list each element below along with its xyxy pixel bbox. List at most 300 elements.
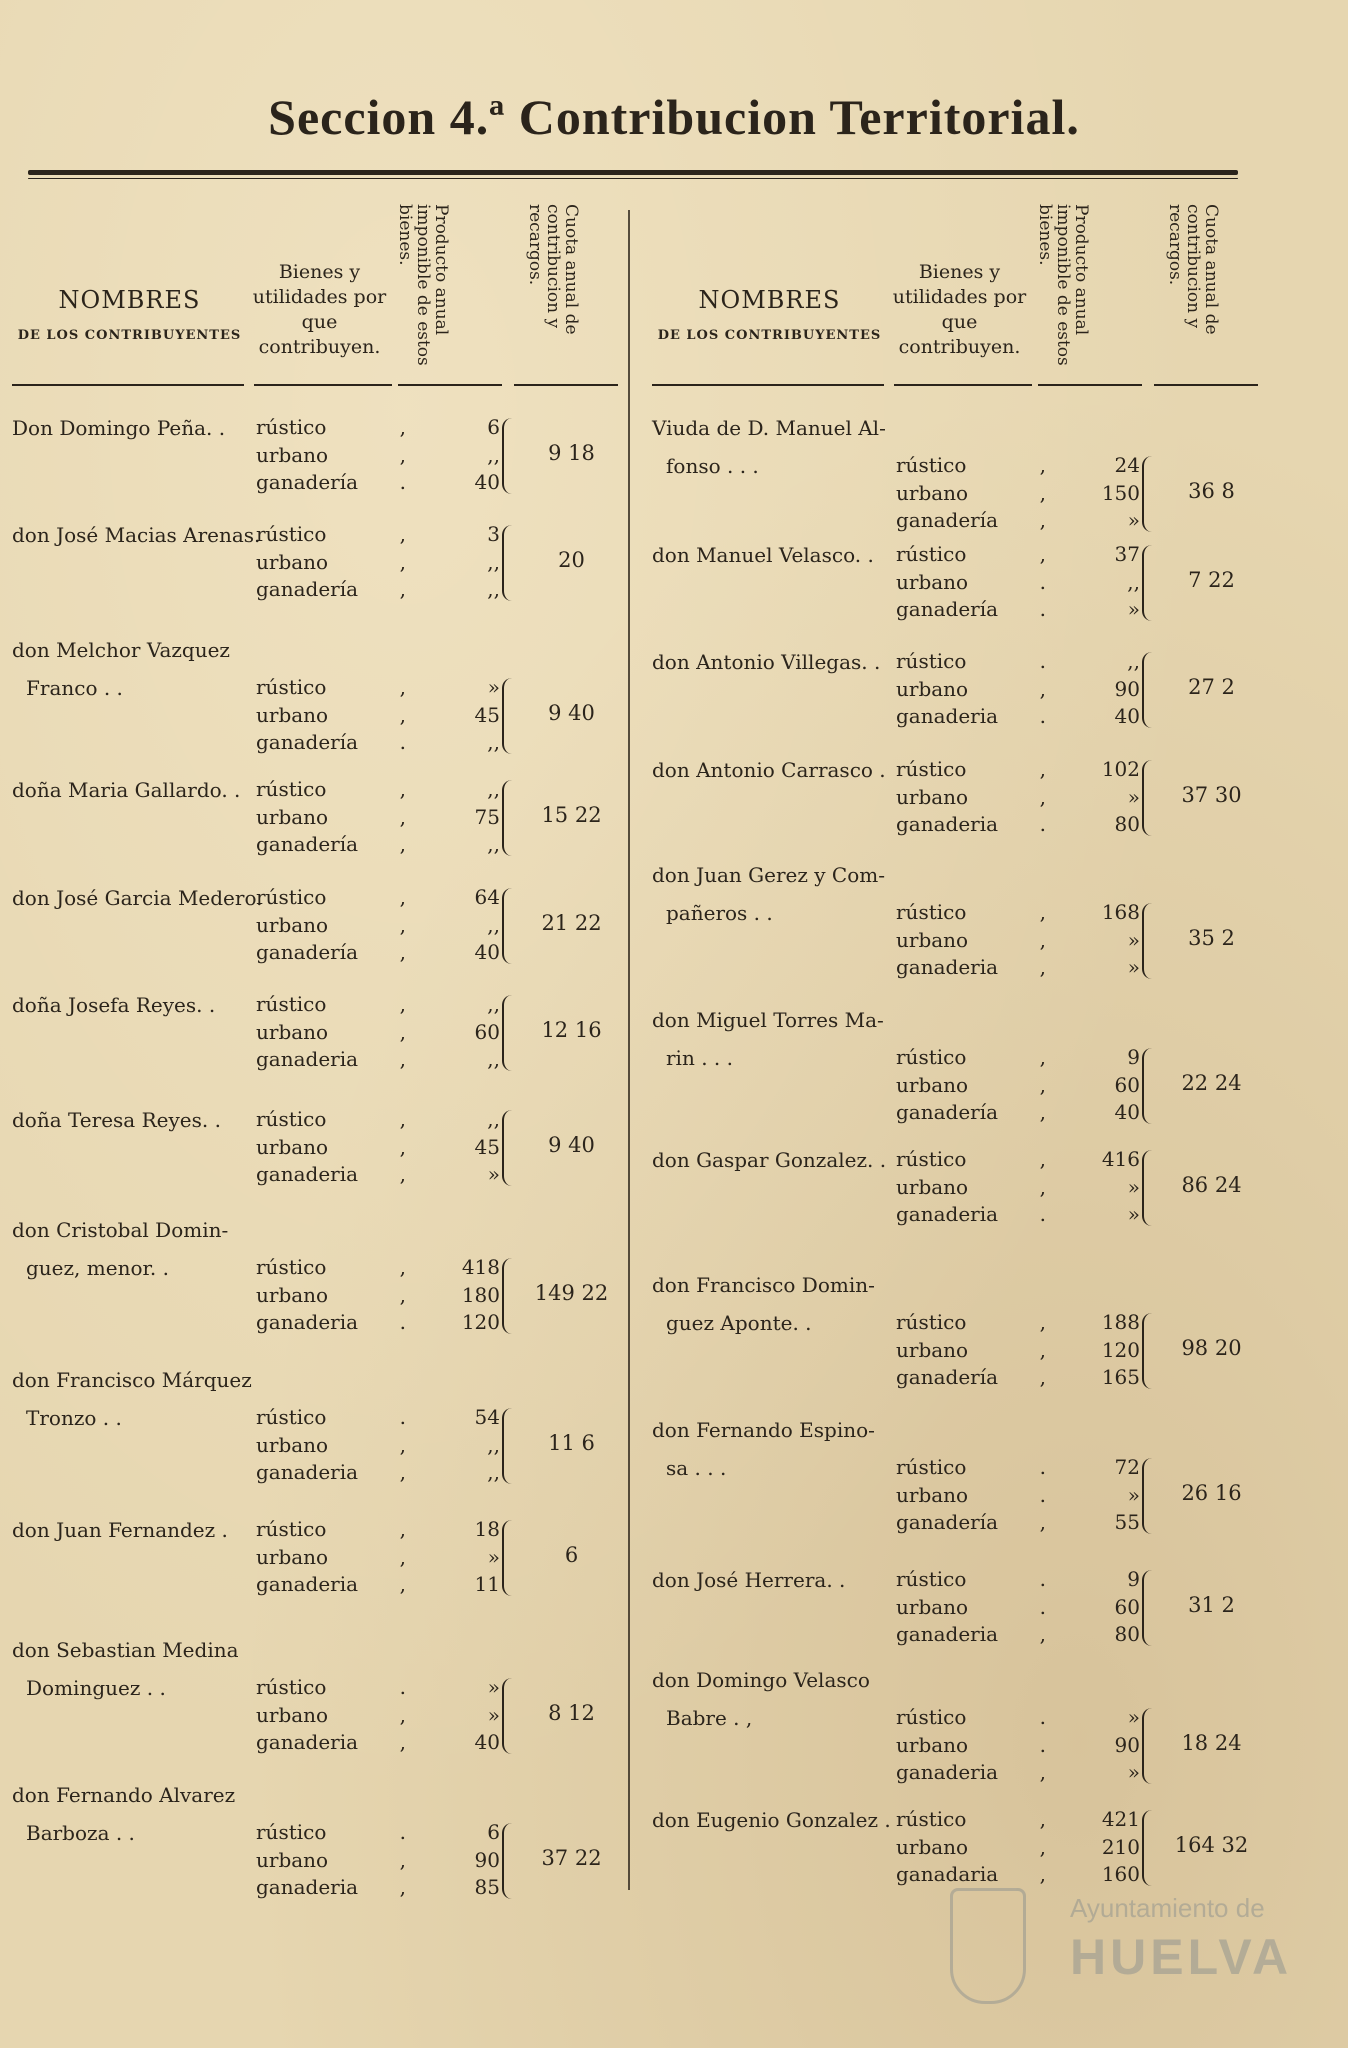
product-value: 418	[461, 1255, 500, 1279]
goods-mark: ,	[399, 1047, 406, 1071]
goods-mark: ,	[399, 415, 406, 439]
product-value: 188	[1101, 1310, 1140, 1334]
contributor-name	[12, 1106, 250, 1134]
annual-quota: 20	[558, 548, 585, 572]
product-values	[1050, 1566, 1140, 1649]
goods-type: rústico	[896, 1567, 967, 1591]
goods-mark: ,	[1039, 1862, 1046, 1886]
goods-type: rústico	[256, 1675, 327, 1699]
name-line: don Miguel Torres Ma-	[652, 1008, 884, 1032]
product-value: 120	[461, 1310, 500, 1334]
goods-type: rústico	[896, 900, 967, 924]
header-rule	[514, 384, 618, 386]
goods-type: urbano	[896, 1594, 969, 1619]
page-title: Seccion 4.ª Contribucion Territorial.	[268, 89, 1080, 145]
annual-quota: 12 16	[541, 1018, 602, 1042]
seal-line-2: HUELVA	[1070, 1929, 1293, 1985]
contributor-name	[12, 1781, 250, 1847]
goods-mark: ,	[1039, 1310, 1046, 1334]
name-line: don Cristobal Domin-	[12, 1218, 229, 1242]
goods-mark: .	[1039, 1705, 1046, 1729]
goods-type: urbano	[256, 804, 329, 829]
product-value: 168	[1101, 900, 1140, 924]
goods-list	[256, 674, 406, 757]
goods-type: ganaderia	[896, 812, 999, 836]
goods-mark: .	[1039, 1567, 1046, 1591]
goods-mark: ,	[399, 992, 406, 1016]
name-line: Don Domingo Peña. .	[12, 416, 226, 440]
goods-mark: ,	[399, 1432, 406, 1457]
goods-row	[256, 1674, 406, 1702]
brace	[1142, 1048, 1154, 1124]
goods-mark: ,	[399, 549, 406, 574]
product-values	[410, 1404, 500, 1487]
goods-type: urbano	[256, 702, 329, 727]
goods-mark: ,	[1039, 1622, 1046, 1646]
annual-quota: 18 24	[1181, 1731, 1242, 1755]
goods-row	[256, 1516, 406, 1544]
product-values	[410, 884, 500, 967]
product-values	[1050, 1704, 1140, 1787]
goods-row	[896, 1482, 1046, 1510]
contributor-name	[12, 991, 250, 1019]
goods-mark: ,	[1039, 1807, 1046, 1831]
goods-type: rústico	[896, 1147, 967, 1171]
brace	[502, 525, 514, 601]
goods-type: rústico	[896, 453, 967, 477]
table-header	[12, 196, 622, 396]
product-value: 11	[474, 1572, 500, 1596]
goods-type: urbano	[256, 1544, 329, 1569]
goods-type: rústico	[256, 1255, 327, 1279]
product-value: »	[1127, 1760, 1140, 1784]
product-value: 150	[1101, 480, 1140, 505]
goods-row	[896, 1044, 1046, 1072]
goods-type: rústico	[896, 1807, 967, 1831]
goods-row	[256, 1404, 406, 1432]
name-line: don Domingo Velasco	[652, 1668, 870, 1692]
contributor-name	[652, 756, 890, 784]
goods-row	[256, 831, 406, 859]
header-names-sub: DE LOS CONTRIBUYENTES	[657, 328, 882, 343]
header-cuota: Cuota anual de contribucion y recargos.	[1165, 204, 1221, 335]
brace	[1142, 456, 1154, 532]
goods-list	[256, 1516, 406, 1599]
goods-row	[896, 1072, 1046, 1100]
goods-mark: ,	[399, 832, 406, 856]
goods-type: ganadería	[256, 470, 359, 494]
column-divider	[628, 210, 630, 1890]
goods-mark: ,	[1039, 508, 1046, 532]
goods-mark: ,	[399, 1730, 406, 1754]
contributor-name	[12, 1636, 250, 1702]
product-values	[1050, 1146, 1140, 1229]
annual-quota: 31 2	[1188, 1593, 1235, 1617]
goods-mark: .	[399, 1310, 406, 1334]
goods-row	[896, 1364, 1046, 1392]
goods-type: urbano	[256, 1702, 329, 1727]
goods-list	[896, 1704, 1046, 1787]
goods-mark: .	[1039, 1202, 1046, 1226]
product-value: 120	[1101, 1337, 1140, 1362]
goods-row	[896, 1146, 1046, 1174]
goods-type: rústico	[256, 1820, 327, 1844]
header-names	[12, 286, 247, 343]
goods-mark: ,	[399, 442, 406, 467]
product-values	[410, 1516, 500, 1599]
product-value: »	[487, 1162, 500, 1186]
goods-mark: ,	[399, 1134, 406, 1159]
goods-mark: ,	[1039, 1834, 1046, 1859]
product-value: »	[1127, 597, 1140, 621]
product-value: ,,	[487, 992, 500, 1016]
product-value: ,,	[487, 1047, 500, 1071]
goods-row	[256, 1874, 406, 1902]
goods-type: rústico	[256, 415, 327, 439]
annual-quota: 9 40	[548, 701, 595, 725]
product-value: ,,	[487, 1460, 500, 1484]
goods-type: urbano	[896, 569, 969, 594]
goods-row	[256, 991, 406, 1019]
product-values	[410, 521, 500, 604]
goods-type: ganaderia	[896, 704, 999, 728]
goods-row	[896, 899, 1046, 927]
contributor-name	[12, 414, 250, 442]
goods-type: ganadería	[896, 508, 999, 532]
goods-type: rústico	[896, 1705, 967, 1729]
goods-row	[256, 1847, 406, 1875]
product-value: 210	[1101, 1834, 1140, 1859]
goods-row	[896, 784, 1046, 812]
product-value: 421	[1101, 1807, 1140, 1831]
goods-list	[256, 1254, 406, 1337]
product-value: »	[487, 1675, 500, 1699]
goods-row	[256, 702, 406, 730]
name-line: don Juan Gerez y Com-	[652, 863, 885, 887]
goods-row	[896, 1337, 1046, 1365]
goods-mark: ,	[399, 1517, 406, 1541]
product-value: 9	[1127, 1567, 1140, 1591]
goods-type: rústico	[896, 649, 967, 673]
annual-quota: 35 2	[1188, 926, 1235, 950]
product-value: 18	[474, 1517, 500, 1541]
goods-row	[896, 1834, 1046, 1862]
brace	[502, 1110, 514, 1186]
product-values	[1050, 1806, 1140, 1889]
name-line: don Antonio Carrasco .	[652, 758, 886, 782]
goods-row	[256, 674, 406, 702]
product-value: ,,	[487, 1432, 500, 1457]
annual-quota: 27 2	[1188, 675, 1235, 699]
header-bienes: Bienes y utilidades por que contribuyen.	[892, 261, 1027, 358]
brace	[502, 995, 514, 1071]
goods-row	[896, 1759, 1046, 1787]
goods-row	[256, 1106, 406, 1134]
product-value: »	[1127, 1174, 1140, 1199]
goods-list	[256, 1819, 406, 1902]
goods-row	[256, 1702, 406, 1730]
goods-mark: ,	[399, 1107, 406, 1131]
goods-row	[256, 1282, 406, 1310]
product-values	[410, 674, 500, 757]
header-rule	[652, 384, 884, 386]
product-value: 90	[1114, 1732, 1140, 1757]
goods-type: rústico	[256, 777, 327, 801]
product-value: 60	[474, 1019, 500, 1044]
goods-mark: .	[1039, 704, 1046, 728]
product-value: ,,	[487, 577, 500, 601]
product-value: 54	[474, 1405, 500, 1429]
goods-mark: ,	[399, 702, 406, 727]
goods-type: ganaderia	[256, 1162, 359, 1186]
goods-list	[256, 521, 406, 604]
product-value: 90	[1114, 676, 1140, 701]
contributor-name	[12, 1516, 250, 1544]
product-value: ,,	[487, 1107, 500, 1131]
goods-mark: .	[399, 470, 406, 494]
brace	[502, 1520, 514, 1596]
goods-type: ganadería	[896, 1365, 999, 1389]
goods-type: rústico	[256, 885, 327, 909]
goods-type: rústico	[256, 675, 327, 699]
product-value: 72	[1114, 1455, 1140, 1479]
goods-list	[256, 1404, 406, 1487]
product-value: ,,	[1127, 649, 1140, 673]
goods-type: ganaderia	[896, 1622, 999, 1646]
goods-row	[896, 1861, 1046, 1889]
annual-quota: 98 20	[1181, 1336, 1242, 1360]
brace	[1142, 1313, 1154, 1389]
goods-type: ganaderia	[256, 1572, 359, 1596]
goods-mark: .	[399, 1820, 406, 1844]
name-line: Babre . ,	[666, 1706, 753, 1730]
goods-mark: ,	[399, 885, 406, 909]
product-value: »	[1127, 784, 1140, 809]
annual-quota: 26 16	[1181, 1481, 1242, 1505]
header-rule	[398, 384, 502, 386]
name-line: doña Teresa Reyes. .	[12, 1108, 221, 1132]
seal-line-1: Ayuntamiento de	[1070, 1893, 1265, 1923]
contributor-name	[12, 521, 261, 549]
goods-mark: ,	[1039, 453, 1046, 477]
product-value: 40	[1114, 1100, 1140, 1124]
goods-type: ganaderia	[896, 1202, 999, 1226]
goods-type: urbano	[896, 676, 969, 701]
product-values	[410, 1819, 500, 1902]
annual-quota: 37 30	[1181, 783, 1242, 807]
goods-list	[896, 756, 1046, 839]
goods-type: ganadería	[896, 1510, 999, 1534]
product-values	[410, 1254, 500, 1337]
product-value: »	[1127, 955, 1140, 979]
product-value: 60	[1114, 1594, 1140, 1619]
header-names-title: NOMBRES	[698, 286, 841, 314]
product-value: 45	[474, 702, 500, 727]
name-line: don Sebastian Medina	[12, 1638, 239, 1662]
ayuntamiento-seal	[950, 1888, 1293, 2008]
product-value: 40	[474, 940, 500, 964]
annual-quota: 37 22	[541, 1846, 602, 1870]
goods-row	[896, 1621, 1046, 1649]
name-line: don Melchor Vazquez	[12, 638, 230, 662]
annual-quota: 7 22	[1188, 568, 1235, 592]
goods-row	[896, 676, 1046, 704]
product-value: »	[1127, 508, 1140, 532]
product-values	[1050, 1044, 1140, 1127]
annual-quota: 9 40	[548, 1133, 595, 1157]
goods-type: rústico	[896, 1045, 967, 1069]
goods-type: ganaderia	[256, 1047, 359, 1071]
product-value: ,,	[487, 777, 500, 801]
goods-mark: .	[399, 730, 406, 754]
name-line: doña Maria Gallardo. .	[12, 778, 241, 802]
product-value: 165	[1101, 1365, 1140, 1389]
goods-type: urbano	[256, 1282, 329, 1307]
goods-mark: ,	[1039, 1760, 1046, 1784]
goods-type: rústico	[256, 1517, 327, 1541]
product-value: 45	[474, 1134, 500, 1159]
goods-mark: ,	[399, 522, 406, 546]
goods-row	[256, 804, 406, 832]
annual-quota: 164 32	[1174, 1833, 1249, 1857]
goods-list	[256, 1106, 406, 1189]
name-line: don Antonio Villegas. .	[652, 650, 881, 674]
right-column	[652, 196, 1262, 1886]
product-values	[410, 1674, 500, 1757]
goods-row	[256, 1544, 406, 1572]
annual-quota: 8 12	[548, 1701, 595, 1725]
goods-type: ganadería	[256, 832, 359, 856]
goods-mark: ,	[1039, 927, 1046, 952]
goods-row	[896, 507, 1046, 535]
contributor-name	[12, 776, 250, 804]
product-values	[410, 1106, 500, 1189]
contributor-name	[652, 1566, 890, 1594]
goods-mark: .	[1039, 1732, 1046, 1757]
goods-mark: ,	[399, 804, 406, 829]
goods-mark: ,	[399, 1282, 406, 1307]
title-rule	[28, 170, 1238, 175]
goods-list	[256, 414, 406, 497]
brace	[502, 418, 514, 494]
contributor-name	[652, 1006, 890, 1072]
header-bienes: Bienes y utilidades por que contribuyen.	[252, 261, 387, 358]
goods-type: urbano	[256, 549, 329, 574]
goods-list	[896, 1044, 1046, 1127]
goods-mark: ,	[1039, 1072, 1046, 1097]
product-values	[1050, 1454, 1140, 1537]
name-line: don Francisco Márquez	[12, 1368, 252, 1392]
brace	[502, 1258, 514, 1334]
goods-list	[896, 1566, 1046, 1649]
table-header	[652, 196, 1262, 396]
annual-quota: 11 6	[548, 1431, 595, 1455]
name-line: fonso . . .	[666, 454, 759, 478]
goods-row	[896, 1309, 1046, 1337]
goods-row	[256, 1729, 406, 1757]
contributor-name	[652, 414, 890, 480]
goods-row	[256, 1432, 406, 1460]
name-line: don Francisco Domin-	[652, 1273, 875, 1297]
name-line: guez Aponte. .	[666, 1311, 812, 1335]
name-line: Franco . .	[26, 676, 123, 700]
goods-row	[896, 1704, 1046, 1732]
goods-type: rústico	[256, 522, 327, 546]
header-names-sub: DE LOS CONTRIBUYENTES	[17, 328, 242, 343]
goods-mark: ,	[399, 1875, 406, 1899]
goods-row	[896, 927, 1046, 955]
product-values	[1050, 1309, 1140, 1392]
brace	[1142, 903, 1154, 979]
brace	[502, 1823, 514, 1899]
goods-row	[256, 1571, 406, 1599]
product-value: »	[1127, 927, 1140, 952]
name-line: rin . . .	[666, 1046, 733, 1070]
goods-type: urbano	[896, 1072, 969, 1097]
name-line: don José Macias Arenas.	[12, 523, 261, 547]
goods-list	[896, 648, 1046, 731]
brace	[1142, 1810, 1154, 1886]
goods-row	[896, 596, 1046, 624]
goods-mark: ,	[1039, 1365, 1046, 1389]
goods-mark: ,	[1039, 480, 1046, 505]
title-rule-thin	[28, 178, 1238, 179]
brace	[502, 678, 514, 754]
goods-type: rústico	[256, 1405, 327, 1429]
goods-row	[896, 1454, 1046, 1482]
goods-row	[896, 756, 1046, 784]
goods-type: urbano	[896, 784, 969, 809]
goods-row	[896, 648, 1046, 676]
goods-mark: .	[399, 1675, 406, 1699]
header-rule	[12, 384, 244, 386]
product-value: 3	[487, 522, 500, 546]
contributor-name	[652, 648, 890, 676]
goods-mark: ,	[399, 1702, 406, 1727]
goods-list	[896, 1806, 1046, 1889]
product-values	[1050, 541, 1140, 624]
product-value: »	[487, 1544, 500, 1569]
brace	[1142, 1570, 1154, 1646]
goods-mark: ,	[1039, 1174, 1046, 1199]
goods-type: urbano	[896, 480, 969, 505]
product-value: »	[487, 675, 500, 699]
goods-type: rústico	[256, 992, 327, 1016]
product-value: 180	[461, 1282, 500, 1307]
goods-row	[896, 1566, 1046, 1594]
brace	[502, 780, 514, 856]
name-line: Tronzo . .	[26, 1406, 122, 1430]
goods-row	[896, 1099, 1046, 1127]
name-line: guez, menor. .	[26, 1256, 169, 1280]
product-value: 80	[1114, 812, 1140, 836]
goods-type: ganaderia	[896, 1760, 999, 1784]
goods-mark: ,	[1039, 784, 1046, 809]
product-value: ,,	[487, 912, 500, 937]
goods-mark: ,	[399, 1162, 406, 1186]
goods-mark: ,	[399, 1847, 406, 1872]
goods-row	[896, 1509, 1046, 1537]
name-line: sa . . .	[666, 1456, 727, 1480]
goods-row	[896, 954, 1046, 982]
product-value: ,,	[487, 549, 500, 574]
product-value: 24	[1114, 453, 1140, 477]
product-values	[410, 776, 500, 859]
goods-mark: ,	[1039, 1045, 1046, 1069]
name-line: doña Josefa Reyes. .	[12, 993, 216, 1017]
goods-list	[256, 991, 406, 1074]
header-cuota: Cuota anual de contribucion y recargos.	[525, 204, 581, 335]
